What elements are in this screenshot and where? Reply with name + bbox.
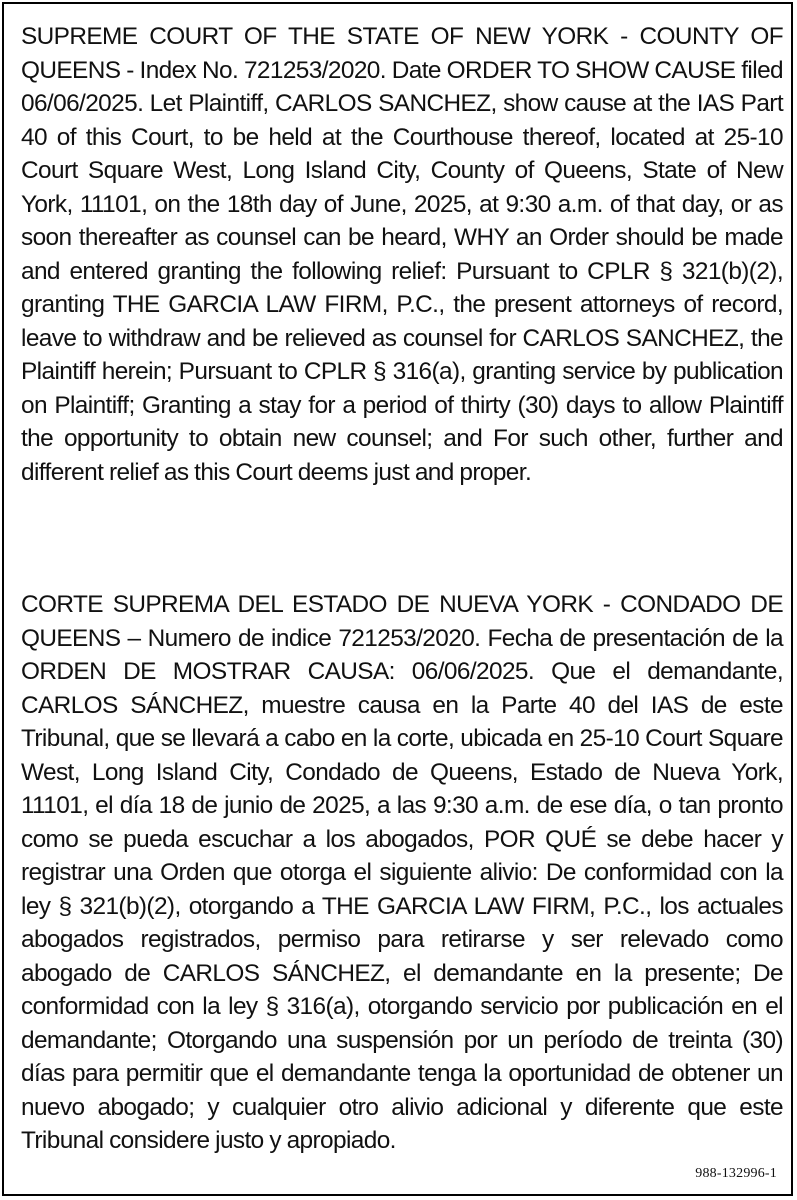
legal-notice [2,2,793,1196]
spanish-notice-paragraph: CORTE SUPREMA DEL ESTADO DE NUEVA YORK - CONDADO DE QUEENS – Numero de indice 721253/2020. Fecha de presentación de la ORDEN DE MOSTRAR CAUSA: 06/06/2025. Que el demandante, CARLOS SÁNCHEZ, muestre causa en la Parte 40 del IAS de este Tribunal, que se llevará a cabo en la corte, ubicada en 25-10 Court Square West, Long Island City, Condado de Queens, Estado de Nueva York, 11101, el día 18 de junio de 2025, a las 9:30 a.m. de ese día, o tan pronto como se pueda escuchar a los abogados, POR QUÉ se debe hacer y registrar una Orden que otorga el siguiente alivio: De conformidad con la ley § 321(b)(2), otorgando a THE GARCIA LAW FIRM, P.C., los actuales abogados registrados, permiso para retirarse y ser relevado como abogado de CARLOS SÁNCHEZ, el demandante en la presente; De conformidad con la ley § 316(a), otorgando servicio por publicación en el demandante; Otorgando una suspensión por un período de treinta (30) días para permitir que el demandante tenga la oportunidad de obtener un nuevo abogado; y cualquier otro alivio adicional y diferente que este Tribunal considere justo y apropiado. [21,591,783,1154]
english-notice-paragraph: SUPREME COURT OF THE STATE OF NEW YORK - COUNTY OF QUEENS - Index No. 721253/2020. Date ORDER TO SHOW CAUSE filed 06/06/2025. Let Plaintiff, CARLOS SANCHEZ, show cause at the IAS Part 40 of this Court, to be held at the Courthouse thereof, located at 25-10 Court Square West, Long Island City, County of Queens, State of New York, 11101, on the 18th day of June, 2025, at 9:30 a.m. of that day, or as soon thereafter as counsel can be heard, WHY an Order should be made and entered granting the following relief: Pursuant to CPLR § 321(b)(2), granting THE GARCIA LAW FIRM, P.C., the present attorneys of record, leave to withdraw and be relieved as counsel for CARLOS SANCHEZ, the Plaintiff herein; Pursuant to CPLR § 316(a), granting service by publication on Plaintiff; Granting a stay for a period of thirty (30) days to allow Plaintiff the opportunity to obtain new counsel; and For such other, further and different relief as this Court deems just and proper. [21,23,783,486]
ad-reference-number: 988-132996-1 [695,1166,777,1181]
